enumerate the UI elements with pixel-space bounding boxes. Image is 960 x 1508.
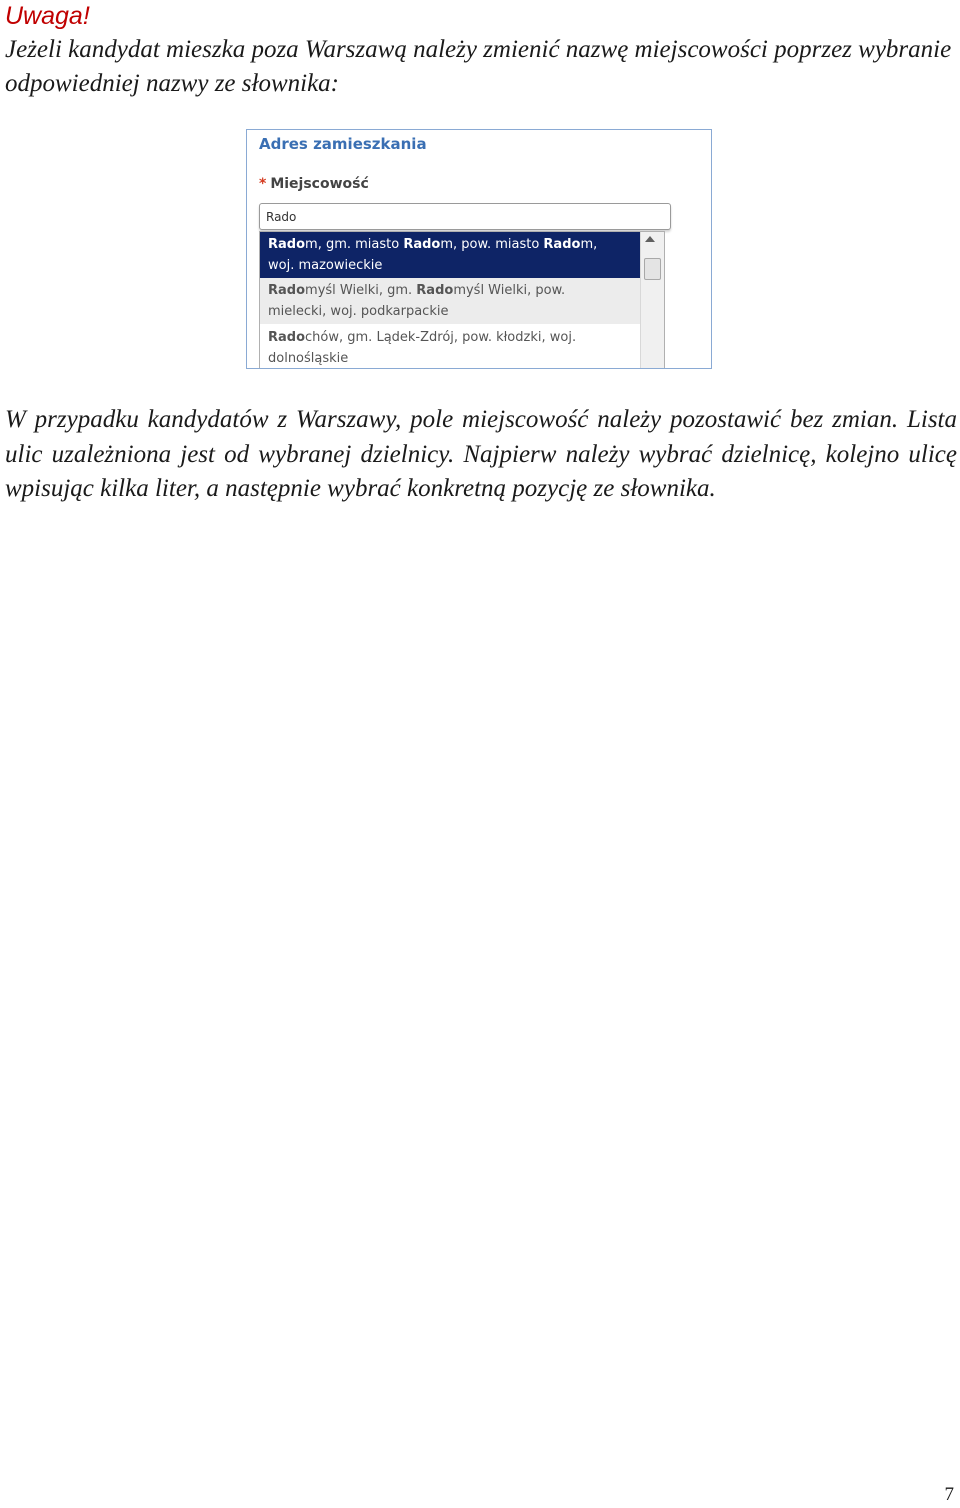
option-text: m, gm. miasto — [305, 237, 404, 252]
city-option-radomysl-wielki[interactable] — [260, 278, 640, 324]
option-match: Rado — [268, 237, 306, 252]
option-line-2: mielecki, woj. podkarpackie — [268, 304, 449, 319]
dropdown-scrollbar[interactable] — [640, 232, 664, 369]
option-match: Rado — [403, 237, 441, 252]
option-line — [268, 327, 632, 348]
option-text: chów, gm. Lądek-Zdrój, pow. kłodzki, woj. — [305, 330, 577, 345]
address-form-screenshot — [246, 129, 712, 369]
scroll-thumb[interactable] — [644, 258, 661, 280]
option-match: Rado — [268, 330, 306, 345]
option-match: Rado — [416, 283, 454, 298]
option-line-2: woj. mazowieckie — [268, 258, 383, 273]
section-title: Adres zamieszkania — [259, 135, 427, 153]
option-line — [268, 280, 632, 301]
city-field-label — [259, 176, 369, 192]
triangle-up-icon[interactable] — [645, 236, 655, 242]
option-text: m, — [580, 237, 598, 252]
option-text: myśl Wielki, gm. — [305, 283, 417, 298]
option-text: myśl Wielki, pow. — [453, 283, 566, 298]
required-marker: * — [259, 176, 267, 192]
city-option-radom[interactable] — [260, 232, 640, 278]
option-text: m, pow. miasto — [440, 237, 544, 252]
page-number: 7 — [944, 1484, 954, 1505]
city-suggestion-list — [259, 231, 665, 369]
option-line-2: dolnośląskie — [268, 351, 349, 366]
instructions-paragraph: W przypadku kandydatów z Warszawy, pole miejscowość należy pozostawić bez zmian. Lista ulic uzależniona jest od wybranej dzielnicy. Najpierw należy wybrać dzielnicę, kolejno ulicę wpisując kilka liter, a następnie wybrać konkretną pozycję ze słownika. — [5, 406, 957, 502]
option-match: Rado — [268, 283, 306, 298]
option-line — [268, 234, 632, 255]
city-label-text: Miejscowość — [270, 176, 369, 192]
city-input[interactable] — [259, 203, 671, 230]
intro-text: Jeżeli kandydat mieszka poza Warszawą należy zmienić nazwę miejscowości poprzez wybranie odpowiedniej nazwy ze słownika: — [5, 36, 952, 97]
option-match: Rado — [543, 237, 581, 252]
city-option-radochow[interactable] — [260, 325, 640, 369]
warning-heading: Uwaga! — [5, 2, 90, 30]
